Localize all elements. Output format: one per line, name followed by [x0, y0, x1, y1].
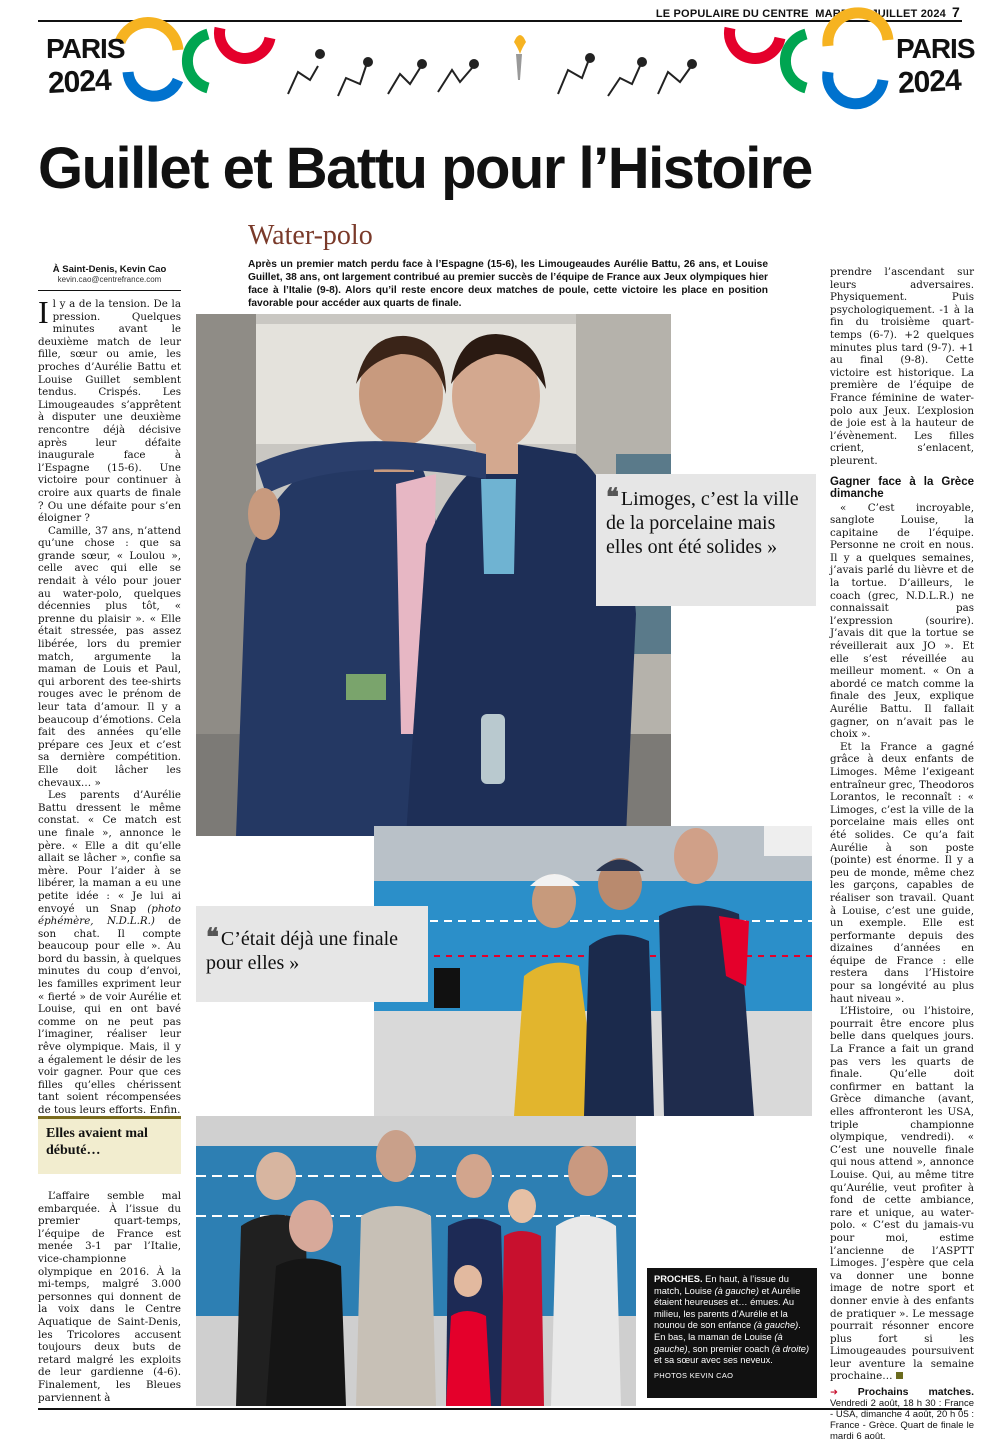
- caption-label: PROCHES.: [654, 1274, 703, 1284]
- drop-cap: I: [38, 294, 49, 330]
- caption-emphasis: (à gauche): [753, 1320, 799, 1331]
- next-matches: [830, 1387, 974, 1442]
- paris-2024-logo-left: [46, 33, 125, 100]
- article-headline: Guillet et Battu pour l’Histoire: [38, 136, 812, 201]
- arrow-right-icon: ➜: [830, 1387, 858, 1399]
- article-column-1-continued: [38, 1190, 181, 1404]
- paragraph: [830, 1005, 974, 1383]
- paragraph: [38, 789, 181, 1116]
- article-column-1: [38, 294, 181, 1117]
- page-number: 7: [952, 4, 960, 20]
- footer-rule: [38, 1408, 962, 1410]
- caption-text: . En bas, la maman de Louise: [654, 1320, 801, 1342]
- pull-quote-text: C’était déjà une finale pour elles »: [206, 928, 399, 974]
- next-matches-label: Prochains matches.: [857, 1386, 974, 1399]
- photo-parents-poolside: [374, 826, 812, 1116]
- caption-emphasis: (à droite): [771, 1343, 810, 1354]
- athletes-silhouettes-decoration: [288, 50, 696, 96]
- byline-email[interactable]: kevin.cao@centrefrance.com: [57, 275, 162, 284]
- pull-quote-text: Limoges, c’est la ville de la porcelaine mais elles ont été solides »: [606, 488, 799, 558]
- paragraph: [38, 294, 181, 525]
- pull-quote-2: [196, 906, 428, 1002]
- paragraph-text: L’Histoire, ou l’histoire, pourrait être encore plus belle dans quelques jours. La France a fait un grand pas vers les quarts de finale. Qu’elle doit confirmer en battant la Grèce dimanche (avant, elles affronteront les USA, triple championne olympique, vendredi). « C’est une nouvelle finale qui nous attend », annonce Louise. Qui, au même titre qu’Aurélie, veut profiter à fond de cette ambiance, rare et unique, au water-polo. « C’est du jamais-vu pour moi, estime l’ancienne de l’ASPTT Limoges. J’espère que cela va donner une bonne image de notre sport et donner envie à des enfants de pratiquer ». Le message pourrait résonner encore plus fort si les Limougeaudes poursuivent leur aventure la semaine prochaine…: [830, 1005, 974, 1383]
- caption-emphasis: (à gauche): [714, 1285, 759, 1296]
- article-lead: Après un premier match perdu face à l’Espagne (15-6), les Limougeaudes Aurélie Battu, 26 ans, et Louise Guillet, 38 ans, ont largement contribué au premier succès de l’équipe de France aux Jeux olympiques hier face à l’Italie (9-8). Alors qu’il reste encore deux matches de poule, cette victoire les place en position favorable pour accéder aux quarts de finale.: [248, 259, 768, 309]
- caption-text: En haut, à l’issue du match, Louise: [654, 1274, 789, 1296]
- paris-2024-logo-right: [896, 33, 975, 100]
- pull-quote-1: [596, 474, 816, 606]
- intertitle-box: Elles avaient mal débuté…: [38, 1116, 181, 1174]
- quote-mark-icon: ❝: [206, 924, 217, 951]
- paragraph: « C’est incroyable, sanglote Louise, la capitaine de l’équipe. Personne ne croit en nous. Il y a quelques semaines, j’avais parlé du lièvre et de la tortue. D’ailleurs, le coach (grec, N.D.L.R.) ne connaissait pas l’expression (sourire). J’avais dit que la tortue se réveillerait aux JO ». Et elle s’est réveillée au meilleur moment. « On a abordé ce match comme la finale des Jeux, explique Aurélie Battu. Il fallait gagner, on n’avait pas le choix ».: [830, 501, 974, 741]
- photo-family-group: [196, 1116, 636, 1406]
- photo-caption: [647, 1268, 817, 1398]
- next-matches-text: Vendredi 2 août, 18 h 30 : France - USA, dimanche 4 août, 20 h 05 : France - Grèce. Quart de finale le mardi 6 août.: [830, 1398, 974, 1442]
- paragraph: L’affaire semble mal embarquée. À l’issue du premier quart-temps, l’équipe de France est menée 3-1 par l’Italie, vice-championne olympique en 2016. À la mi-temps, malgré 3.000 personnes qui donnent de la voix dans le Centre Aquatique de Saint-Denis, les Tricolores accusent toujours deux buts de retard malgré les exploits de leur gardienne (4-6). Finalement, les Bleues parviennent à: [38, 1190, 181, 1404]
- end-mark-icon: [896, 1372, 903, 1379]
- logo-paris-text: PARIS: [896, 33, 975, 64]
- byline: [38, 264, 181, 284]
- byline-rule: [38, 290, 181, 291]
- olympic-rings-decoration: [120, 13, 888, 104]
- paragraph: Camille, 37 ans, n’attend qu’une chose : que sa grande sœur, « Loulou », celle avec qui elle se rendait à vélo pour jouer au water-polo, quelques décennies plus tôt, « prenne du plaisir ». « Elle était stressée, pas assez libérée, lors du premier match, argumente la maman de Louis et Paul, qui arborent des tee-shirts rouges avec le prénom de leur tata d’amour. Il y a beaucoup d’émotions. Cela fait des années qu’elle prépare ces Jeux et c’est sa dernière compétition. Elle doit lâcher les chevaux… »: [38, 524, 181, 789]
- paris-2024-banner: [38, 24, 975, 104]
- header-rule: [38, 20, 962, 22]
- caption-text: et Aurélie étaient heureuses et… émues. Au milieu, les parents d’Aurélie et la nounou de son enfance: [654, 1285, 801, 1331]
- paragraph-text: de son chat. Il compte beaucoup pour elle ». Au bord du bassin, à quelques minutes du coup d’envoi, les familles expriment leur « fierté » de voir Aurélie et Louise, qui en ont bavé comme on ne peut pas l’imaginer, réaliser leur rêve olympique. Mais, il y a également le désir de les voir gagner. Pour que ces filles qu’elles chérissent tant soient récompensées de tous leurs efforts. Enfin.: [38, 915, 181, 1116]
- caption-emphasis: (à gauche): [654, 1331, 783, 1354]
- paragraph-text: Les parents d’Aurélie Battu dressent le même constat. « Ce match est une finale », annonce le père. « Elle a dit qu’elle allait se lâcher », confie sa mère. Pour l’aider à se libérer, la maman a eu une petite idée : « Je lui ai envoyé un Snap: [38, 789, 181, 915]
- logo-paris-text: PARIS: [46, 33, 125, 64]
- logo-year-text: 2024: [897, 63, 962, 101]
- paragraph-text: l y a de la tension. De la pression. Quelques minutes avant le deuxième match de leur fille, sœur ou amie, les proches d’Aurélie Battu et Louise Guillet semblent tendus. Crispés. Les Limougeaudes s’apprêtent à disputer une deuxième rencontre déjà décisive après leur défaite inaugurale face à l’Espagne (15-6). Une victoire pour continuer à croire aux quarts de finale ? Ou une défaite pour s’en éloigner ?: [38, 298, 181, 525]
- photo-credit: PHOTOS KEVIN CAO: [654, 1370, 734, 1380]
- article-column-3: [830, 266, 974, 1442]
- paragraph-emphasis: (photo éphémère, N.D.L.R.): [38, 902, 181, 928]
- caption-text: , son premier coach: [687, 1343, 772, 1354]
- olympic-torch-icon: [514, 35, 526, 80]
- running-head: [656, 4, 960, 20]
- caption-text: et sa sœur avec ses neveux.: [654, 1355, 773, 1366]
- subheading: Gagner face à la Grèce dimanche: [830, 475, 974, 500]
- logo-year-text: 2024: [47, 63, 112, 101]
- article-kicker: Water-polo: [248, 220, 373, 251]
- paragraph: Et la France a gagné grâce à deux enfants de Limoges. Même l’exigeant entraîneur grec, Theodoros Lorantos, le reconnaît : « Limoges, c’est la ville de la porcelaine mais elles ont été solides. Ce qu’a fait Aurélie à son poste (pointe) est énorme. Il y a peu de monde, même chez les garçons, capables de réaliser son travail. Quant à Louise, c’est une guide, un exemple. Elle est performante depuis des dizaines d’années en équipe de France : elle restera dans l’Histoire pour sa longévité au plus haut niveau ».: [830, 740, 974, 1005]
- quote-mark-icon: ❝: [606, 484, 617, 511]
- newspaper-name: LE POPULAIRE DU CENTRE: [655, 8, 809, 20]
- byline-author: À Saint-Denis, Kevin Cao: [52, 264, 167, 275]
- paragraph: prendre l’ascendant sur leurs adversaires. Physiquement. Puis psychologiquement. -1 à la fin du troisième quart-temps (6-7). +2 quelques minutes plus tard (9-7). +1 au final (9-8). Cette victoire est historique. La première de l’équipe de France féminine de water-polo aux Jeux. L’explosion de joie est à la hauteur de l’évènement. Les filles crient, s’enlacent, pleurent.: [830, 266, 974, 467]
- issue-date: MARDI 30 JUILLET 2024: [815, 8, 946, 20]
